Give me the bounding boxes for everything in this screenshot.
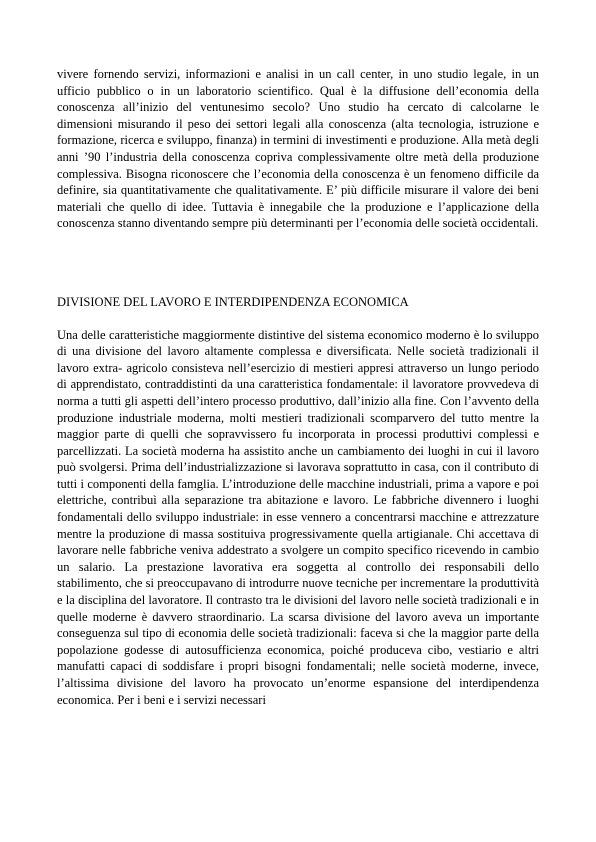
- body-paragraph: vivere fornendo servizi, informazioni e analisi in un call center, in uno studio legale, in un ufficio pubblico o in un laboratorio scientifico. Qual è la diffusione dell’economia della conoscenza all’inizio del ventunesimo secolo? Uno studio ha cercato di calcolarne le dimensioni misurando il peso dei settori legali alla conoscenza (alta tecnologia, istruzione e formazione, ricerca e sviluppo, finanza) in termini di investimenti e produzione. Alla metà degli anni ’90 l’industria della conoscenza copriva complessivamente oltre metà della produzione complessiva. Bisogna riconoscere che l’economia della conoscenza è un fenomeno difficile da definire, sia quantitativamente che qualitativamente. E’ più difficile misurare il valore dei beni materiali che quello di idee. Tuttavia è innegabile che la produzione e l’applicazione della conoscenza stanno diventando sempre più determinanti per l’economia delle società occidentali.: [57, 67, 539, 231]
- document-page: [57, 66, 539, 708]
- spacer: [57, 232, 539, 294]
- body-paragraph: Una delle caratteristiche maggiormente distintive del sistema economico moderno è lo sviluppo di una divisione del lavoro altamente complessa e diversificata. Nelle società tradizionali il lavoro extra- agricolo consisteva nell’esercizio di mestieri appresi attraverso un lungo periodo di apprendistato, contraddistinti da una caratteristica fondamentale: il lavoratore provvedeva di norma a tutti gli aspetti dell’intero processo produttivo, dall’inizio alla fine. Con l’avvento della produzione industriale moderna, molti mestieri tradizionali scomparvero del tutto mentre la maggior parte di quelli che sopravvissero fu incorporata in processi produttivi complessi e parcellizzati. La società moderna ha assistito anche un cambiamento dei luoghi in cui il lavoro può svolgersi. Prima dell’industrializzazione si lavorava soprattutto in casa, con il contributo di tutti i componenti della famglia. L’introduzione delle macchine industriali, prima a vapore e poi elettriche, contribuì alla separazione tra abitazione e lavoro. Le fabbriche divennero i luoghi fondamentali dello sviluppo industriale: in esse vennero a concentrarsi macchine e attrezzature mentre la produzione di massa sostituiva progressivamente quella artigianale. Chi accettava di lavorare nelle fabbriche veniva addestrato a svolgere un compito specifico ricevendo in cambio un salario. La prestazione lavorativa era soggetta al controllo dei responsabili dello stabilimento, che si preoccupavano di introdurre nuove tecniche per incrementare la produttività e la disciplina del lavoratore. Il contrasto tra le divisioni del lavoro nelle società tradizionali e in quelle moderne è davvero straordinario. La scarsa divisione del lavoro aveva un importante conseguenza sul tipo di economia delle società tradizionali: faceva si che la maggior parte della popolazione godesse di autosufficienza economica, poiché produceva cibo, vestiario e altri manufatti capaci di soddisfare i propri bisogni fondamentali; nelle società moderne, invece, l’altissima divisione del lavoro ha provocato un’enorme espansione del interdipendenza economica. Per i beni e i servizi necessari: [57, 327, 539, 707]
- section-heading: DIVISIONE DEL LAVORO E INTERDIPENDENZA ECONOMICA: [57, 294, 409, 309]
- spacer: [57, 311, 539, 327]
